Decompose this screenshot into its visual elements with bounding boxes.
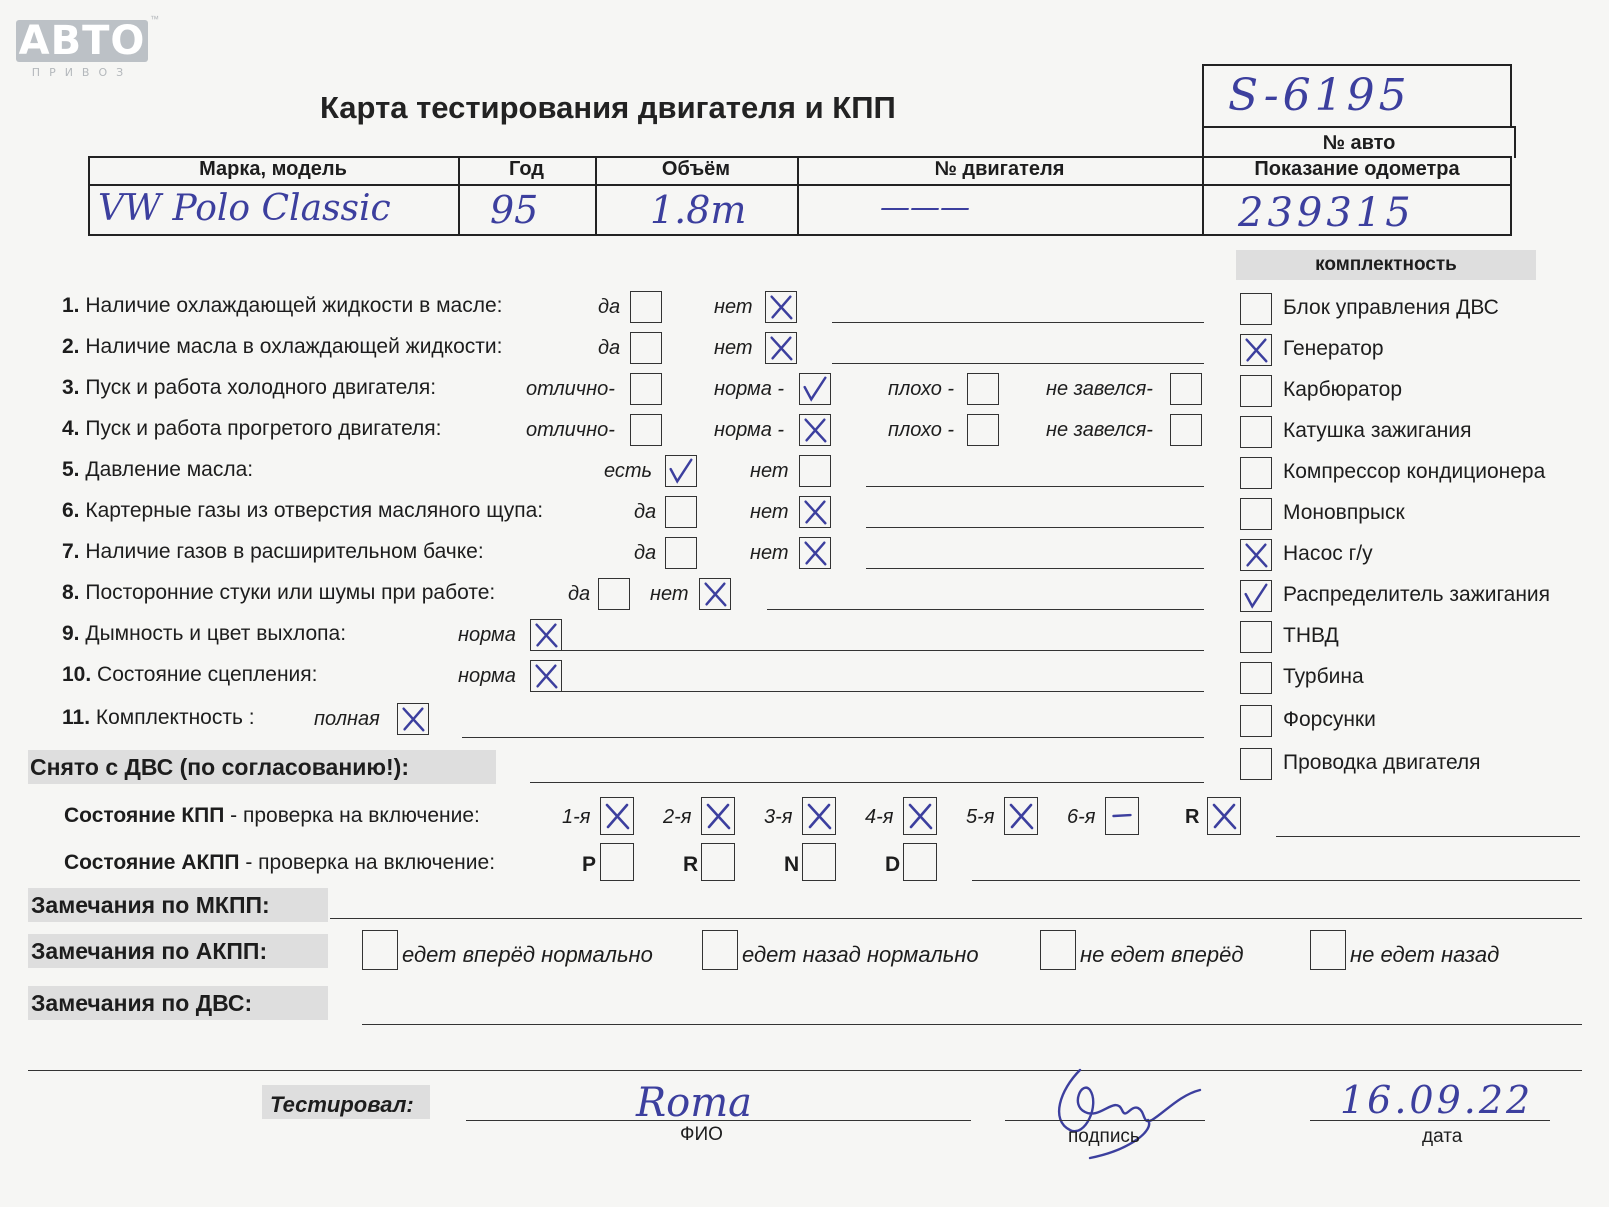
completeness-checkbox-ac-compressor[interactable] [1240, 457, 1272, 489]
completeness-label: Компрессор кондиционера [1283, 460, 1546, 483]
test-10-opt-normal-label: норма [458, 665, 516, 687]
test-5-notes-line [866, 486, 1204, 487]
akpp-d-label: D [885, 853, 901, 876]
date-value: 16.09.22 [1340, 1078, 1534, 1122]
gear-4-label: 4-я [865, 806, 894, 828]
completeness-checkbox-ecu[interactable] [1240, 293, 1272, 325]
test-4-bad-checkbox[interactable] [967, 414, 999, 446]
test-6-yes-checkbox[interactable] [665, 496, 697, 528]
removed-notes-line [530, 782, 1204, 783]
cross-mark-icon [1208, 798, 1240, 834]
cross-mark-icon [800, 497, 830, 527]
remarks-dvs-label: Замечания по ДВС: [31, 990, 253, 1016]
akpp-p-label: P [582, 853, 597, 876]
test-8-opt-no-label: нет [650, 583, 689, 605]
cross-mark-icon [803, 798, 835, 834]
volume-value: 1.8m [650, 188, 747, 232]
trademark-mark: ™ [150, 14, 159, 24]
akpp-backward-ok-checkbox[interactable] [702, 930, 738, 970]
remarks-dvs-line-2 [28, 1070, 1582, 1071]
test-11-opt-full-label: полная [314, 708, 380, 730]
completeness-label: Блок управления ДВС [1283, 296, 1499, 319]
completeness-checkbox-generator[interactable] [1240, 334, 1272, 366]
completeness-checkbox-ps-pump[interactable] [1240, 539, 1272, 571]
brand-logo: АВТО [16, 20, 148, 62]
completeness-title: комплектность [1315, 254, 1457, 275]
test-3-normal-checkbox[interactable] [799, 373, 831, 405]
test-2-opt-yes-label: да [598, 337, 621, 359]
akpp-n-checkbox[interactable] [802, 843, 836, 881]
gear-5-label: 5-я [966, 806, 995, 828]
test-10-normal-checkbox[interactable] [530, 660, 562, 692]
completeness-checkbox-ignition-coil[interactable] [1240, 416, 1272, 448]
test-8-no-checkbox[interactable] [699, 578, 731, 610]
test-row-2: 2. Наличие масла в охлаждающей жидкости: [62, 335, 503, 358]
date-caption: дата [1422, 1126, 1463, 1147]
akpp-r-label: R [683, 853, 699, 876]
test-8-opt-yes-label: да [568, 583, 591, 605]
akpp-forward-ok-checkbox[interactable] [362, 930, 398, 970]
akpp-r-checkbox[interactable] [701, 843, 735, 881]
test-3-opt-bad-label: плохо - [888, 378, 955, 400]
page-title: Карта тестирования двигателя и КПП [320, 90, 896, 125]
akpp-label: Состояние АКПП - проверка на включение: [64, 851, 496, 874]
engine-no-value: ——— [880, 190, 970, 225]
akpp-backward-ok-label: едет назад нормально [742, 942, 979, 967]
completeness-checkbox-injection-pump[interactable] [1240, 621, 1272, 653]
test-4-excellent-checkbox[interactable] [630, 414, 662, 446]
gear-r-checkbox[interactable] [1207, 797, 1241, 835]
test-3-opt-normal-label: норма - [714, 378, 785, 400]
completeness-label: Форсунки [1283, 708, 1376, 731]
test-5-opt-no-label: нет [750, 460, 789, 482]
akpp-forward-ok-label: едет вперёд нормально [402, 942, 653, 967]
gear-6-label: 6-я [1067, 806, 1096, 828]
remarks-dvs-line [362, 1024, 1582, 1025]
col-model-label: Марка, модель [199, 158, 347, 180]
test-4-opt-bad-label: плохо - [888, 419, 955, 441]
test-7-notes-line [866, 568, 1204, 569]
test-10-notes-line [562, 691, 1204, 692]
kpp-notes-line [1276, 836, 1580, 837]
auto-number-value: S-6195 [1228, 70, 1411, 121]
test-1-opt-yes-label: да [598, 296, 621, 318]
completeness-checkbox-injectors[interactable] [1240, 705, 1272, 737]
test-9-notes-line [562, 650, 1204, 651]
completeness-label: Катушка зажигания [1283, 419, 1472, 442]
completeness-label: Проводка двигателя [1283, 751, 1481, 774]
akpp-notes-line [972, 880, 1580, 881]
col-odometer-label: Показание одометра [1254, 158, 1460, 180]
col-volume-label: Объём [661, 158, 731, 180]
gear-1-checkbox[interactable] [600, 797, 634, 835]
test-7-no-checkbox[interactable] [799, 537, 831, 569]
gear-2-checkbox[interactable] [701, 797, 735, 835]
gear-3-label: 3-я [764, 806, 793, 828]
test-2-no-checkbox[interactable] [765, 332, 797, 364]
test-3-bad-checkbox[interactable] [967, 373, 999, 405]
test-9-normal-checkbox[interactable] [530, 619, 562, 651]
test-11-full-checkbox[interactable] [397, 703, 429, 735]
cross-mark-icon [766, 333, 796, 363]
test-6-no-checkbox[interactable] [799, 496, 831, 528]
completeness-label: Насос г/у [1283, 542, 1373, 565]
gear-2-label: 2-я [663, 806, 692, 828]
gear-4-checkbox[interactable] [903, 797, 937, 835]
col-engine-no-label: № двигателя [934, 158, 1065, 180]
test-2-opt-no-label: нет [714, 337, 753, 359]
test-row-6: 6. Картерные газы из отверстия масляного щупа: [62, 499, 544, 522]
cross-mark-icon [398, 704, 428, 734]
remarks-mkpp-line [330, 918, 1582, 919]
gear-1-label: 1-я [562, 806, 591, 828]
completeness-label: Моновпрыск [1283, 501, 1405, 524]
test-row-4: 4. Пуск и работа прогретого двигателя: [62, 417, 442, 440]
cross-mark-icon [1005, 798, 1037, 834]
akpp-no-forward-checkbox[interactable] [1040, 930, 1076, 970]
cross-mark-icon [1241, 540, 1271, 570]
tested-by-label: Тестировал: [270, 1092, 414, 1117]
test-9-opt-normal-label: норма [458, 624, 516, 646]
check-mark-icon [666, 456, 696, 486]
test-7-yes-checkbox[interactable] [665, 537, 697, 569]
completeness-label: Генератор [1283, 337, 1384, 360]
test-row-9: 9. Дымность и цвет выхлопа: [62, 622, 347, 645]
test-row-8: 8. Посторонние стуки или шумы при работе: [62, 581, 496, 604]
test-row-1: 1. Наличие охлаждающей жидкости в масле: [62, 294, 503, 317]
test-3-nostart-checkbox[interactable] [1170, 373, 1202, 405]
signature-line [1005, 1120, 1205, 1121]
gear-3-checkbox[interactable] [802, 797, 836, 835]
completeness-label: Распределитель зажигания [1283, 583, 1551, 606]
brand-logo-subtitle: ПРИВОЗ [31, 66, 133, 79]
test-4-normal-checkbox[interactable] [799, 414, 831, 446]
akpp-no-forward-label: не едет вперёд [1080, 942, 1244, 967]
remarks-mkpp-label: Замечания по МКПП: [31, 892, 270, 918]
cross-mark-icon [601, 798, 633, 834]
cross-mark-icon [700, 579, 730, 609]
cross-mark-icon [766, 292, 796, 322]
test-row-10: 10. Состояние сцепления: [62, 663, 318, 686]
removed-label: Снято с ДВС (по согласованию!): [30, 754, 409, 780]
test-8-notes-line [767, 609, 1204, 610]
odometer-value: 239315 [1238, 190, 1415, 236]
signature-caption: подпись [1068, 1126, 1140, 1147]
test-4-opt-nostart-label: не завелся- [1046, 419, 1153, 441]
gear-r-label: R [1185, 806, 1200, 828]
test-7-opt-no-label: нет [750, 542, 789, 564]
test-row-7: 7. Наличие газов в расширительном бачке: [62, 540, 484, 563]
test-row-11: 11. Комплектность : [62, 706, 255, 729]
test-1-no-checkbox[interactable] [765, 291, 797, 323]
test-8-yes-checkbox[interactable] [598, 578, 630, 610]
completeness-label: Карбюратор [1283, 378, 1403, 401]
cross-mark-icon [1241, 335, 1271, 365]
completeness-checkbox-distributor[interactable] [1240, 580, 1272, 612]
completeness-checkbox-turbo[interactable] [1240, 662, 1272, 694]
test-1-notes-line [832, 322, 1204, 323]
cross-mark-icon [800, 415, 830, 445]
test-row-3: 3. Пуск и работа холодного двигателя: [62, 376, 437, 399]
akpp-no-backward-label: не едет назад [1350, 942, 1500, 967]
test-row-5: 5. Давление масла: [62, 458, 254, 481]
test-4-opt-normal-label: норма - [714, 419, 785, 441]
test-2-notes-line [832, 363, 1204, 364]
akpp-d-checkbox[interactable] [903, 843, 937, 881]
cross-mark-icon [531, 661, 561, 691]
test-7-opt-yes-label: да [634, 542, 657, 564]
test-5-no-checkbox[interactable] [799, 455, 831, 487]
cross-mark-icon [800, 538, 830, 568]
dash-mark-icon [1106, 798, 1138, 834]
test-4-opt-excellent-label: отлично- [526, 419, 615, 441]
name-caption: ФИО [680, 1124, 723, 1145]
col-year-label: Год [509, 158, 544, 180]
gear-5-checkbox[interactable] [1004, 797, 1038, 835]
completeness-checkbox-monoinjection[interactable] [1240, 498, 1272, 530]
completeness-label: Турбина [1283, 665, 1364, 688]
completeness-checkbox-wiring[interactable] [1240, 748, 1272, 780]
header-table-divider [88, 184, 1512, 186]
test-6-opt-no-label: нет [750, 501, 789, 523]
name-line [466, 1120, 971, 1121]
tester-name-value: Roma [636, 1080, 752, 1126]
akpp-no-backward-checkbox[interactable] [1310, 930, 1346, 970]
check-mark-icon [800, 374, 830, 404]
completeness-checkbox-carburetor[interactable] [1240, 375, 1272, 407]
completeness-label: ТНВД [1283, 624, 1339, 647]
test-3-opt-excellent-label: отлично- [526, 378, 615, 400]
model-value: VW Polo Classic [98, 188, 391, 229]
test-2-yes-checkbox[interactable] [630, 332, 662, 364]
akpp-p-checkbox[interactable] [600, 843, 634, 881]
gear-6-checkbox[interactable] [1105, 797, 1139, 835]
date-line [1310, 1120, 1550, 1121]
remarks-akpp-label: Замечания по АКПП: [31, 938, 268, 964]
cross-mark-icon [531, 620, 561, 650]
test-3-excellent-checkbox[interactable] [630, 373, 662, 405]
test-11-notes-line [462, 737, 1204, 738]
test-5-present-checkbox[interactable] [665, 455, 697, 487]
kpp-label: Состояние КПП - проверка на включение: [64, 804, 480, 827]
test-4-nostart-checkbox[interactable] [1170, 414, 1202, 446]
test-6-opt-yes-label: да [634, 501, 657, 523]
test-6-notes-line [866, 527, 1204, 528]
test-1-opt-no-label: нет [714, 296, 753, 318]
cross-mark-icon [904, 798, 936, 834]
auto-number-label: № авто [1202, 126, 1516, 158]
year-value: 95 [490, 188, 539, 232]
test-1-yes-checkbox[interactable] [630, 291, 662, 323]
cross-mark-icon [702, 798, 734, 834]
check-mark-icon [1241, 581, 1271, 611]
test-5-opt-present-label: есть [604, 460, 653, 482]
test-3-opt-nostart-label: не завелся- [1046, 378, 1153, 400]
akpp-n-label: N [784, 853, 800, 876]
